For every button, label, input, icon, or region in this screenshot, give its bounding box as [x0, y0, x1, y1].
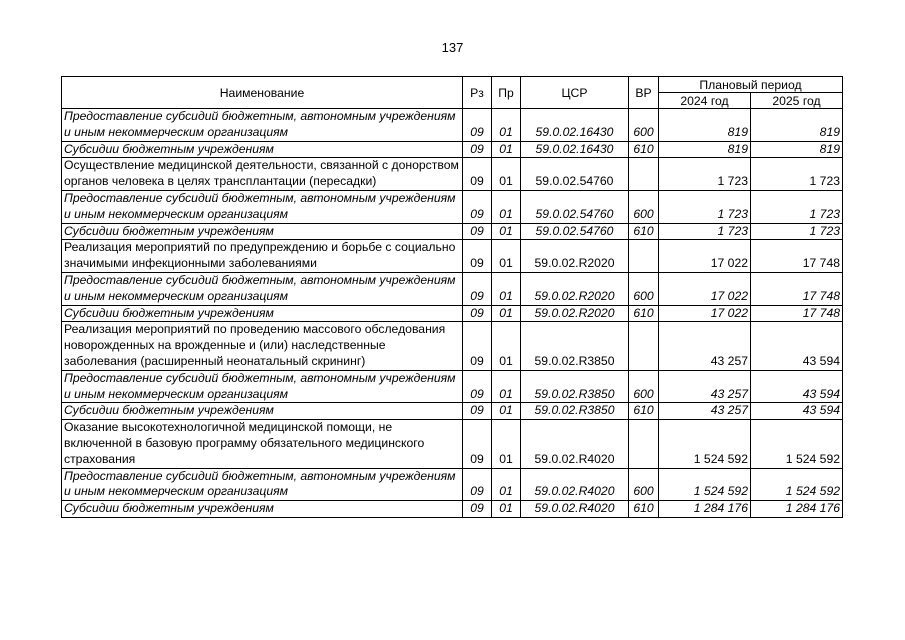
row-name-cell: Предоставление субсидий бюджетным, автономным учреждениям и иным некоммерческим организациям [62, 272, 463, 305]
row-2025-cell: 17 748 [751, 240, 843, 273]
row-vr-cell [629, 322, 659, 370]
row-csr-cell: 59.0.02.R3850 [521, 403, 629, 420]
row-2024-cell: 1 723 [659, 158, 751, 191]
header-name: Наименование [62, 77, 463, 109]
row-rz-cell: 09 [463, 501, 492, 518]
row-2025-cell: 1 723 [751, 190, 843, 223]
table-row [62, 223, 843, 240]
row-vr-cell: 610 [629, 223, 659, 240]
table-row [62, 272, 843, 305]
row-name-cell: Предоставление субсидий бюджетным, автономным учреждениям и иным некоммерческим организациям [62, 468, 463, 501]
table-row [62, 305, 843, 322]
table-row [62, 190, 843, 223]
row-csr-cell: 59.0.02.16430 [521, 109, 629, 142]
row-name-cell: Субсидии бюджетным учреждениям [62, 223, 463, 240]
row-2024-cell: 43 257 [659, 322, 751, 370]
row-rz-cell: 09 [463, 305, 492, 322]
table-row [62, 240, 843, 273]
row-2024-cell: 43 257 [659, 370, 751, 403]
row-csr-cell: 59.0.02.16430 [521, 141, 629, 158]
row-2024-cell: 1 284 176 [659, 501, 751, 518]
table-row [62, 501, 843, 518]
row-2024-cell: 1 723 [659, 190, 751, 223]
row-pr-cell: 01 [492, 109, 521, 142]
row-vr-cell: 610 [629, 501, 659, 518]
row-2025-cell: 17 748 [751, 272, 843, 305]
row-2024-cell: 17 022 [659, 240, 751, 273]
header-year-2024: 2024 год [659, 93, 751, 109]
row-csr-cell: 59.0.02.R4020 [521, 468, 629, 501]
header-rz: Рз [463, 77, 492, 109]
table-row [62, 370, 843, 403]
row-csr-cell: 59.0.02.R4020 [521, 501, 629, 518]
budget-table [61, 76, 843, 518]
row-pr-cell: 01 [492, 223, 521, 240]
row-2024-cell: 819 [659, 141, 751, 158]
table-row [62, 158, 843, 191]
row-rz-cell: 09 [463, 420, 492, 468]
row-csr-cell: 59.0.02.R3850 [521, 370, 629, 403]
row-2024-cell: 819 [659, 109, 751, 142]
row-vr-cell [629, 158, 659, 191]
row-pr-cell: 01 [492, 240, 521, 273]
row-pr-cell: 01 [492, 190, 521, 223]
row-csr-cell: 59.0.02.R2020 [521, 305, 629, 322]
row-rz-cell: 09 [463, 322, 492, 370]
row-pr-cell: 01 [492, 403, 521, 420]
table-header [62, 77, 843, 109]
row-name-cell: Субсидии бюджетным учреждениям [62, 403, 463, 420]
header-year-2025: 2025 год [751, 93, 843, 109]
row-name-cell: Реализация мероприятий по проведению массового обследования новорожденных на врожденные и (или) наследственные заболевания (расширенный неонатальный скрининг) [62, 322, 463, 370]
row-vr-cell: 600 [629, 109, 659, 142]
table-row [62, 141, 843, 158]
row-2025-cell: 43 594 [751, 403, 843, 420]
row-csr-cell: 59.0.02.54760 [521, 223, 629, 240]
row-pr-cell: 01 [492, 468, 521, 501]
row-2025-cell: 17 748 [751, 305, 843, 322]
row-2024-cell: 17 022 [659, 272, 751, 305]
row-2025-cell: 43 594 [751, 370, 843, 403]
row-pr-cell: 01 [492, 158, 521, 191]
table-row [62, 468, 843, 501]
page-number: 137 [441, 40, 464, 55]
row-name-cell: Предоставление субсидий бюджетным, автономным учреждениям и иным некоммерческим организациям [62, 109, 463, 142]
header-period: Плановый период [659, 77, 843, 93]
row-rz-cell: 09 [463, 190, 492, 223]
row-rz-cell: 09 [463, 109, 492, 142]
row-rz-cell: 09 [463, 141, 492, 158]
row-pr-cell: 01 [492, 370, 521, 403]
row-csr-cell: 59.0.02.R3850 [521, 322, 629, 370]
table-row [62, 322, 843, 370]
row-rz-cell: 09 [463, 223, 492, 240]
row-2025-cell: 1 723 [751, 223, 843, 240]
row-name-cell: Оказание высокотехнологичной медицинской помощи, не включенной в базовую программу обязательного медицинского страхования [62, 420, 463, 468]
row-2024-cell: 43 257 [659, 403, 751, 420]
table-row [62, 403, 843, 420]
row-name-cell: Осуществление медицинской деятельности, связанной с донорством органов человека в целях трансплантации (пересадки) [62, 158, 463, 191]
row-name-cell: Реализация мероприятий по предупреждению и борьбе с социально значимыми инфекционными заболеваниями [62, 240, 463, 273]
row-pr-cell: 01 [492, 420, 521, 468]
row-2025-cell: 43 594 [751, 322, 843, 370]
row-vr-cell: 600 [629, 272, 659, 305]
row-2025-cell: 1 524 592 [751, 468, 843, 501]
row-vr-cell: 610 [629, 141, 659, 158]
row-csr-cell: 59.0.02.R2020 [521, 240, 629, 273]
row-pr-cell: 01 [492, 322, 521, 370]
row-csr-cell: 59.0.02.54760 [521, 190, 629, 223]
row-vr-cell: 610 [629, 305, 659, 322]
row-csr-cell: 59.0.02.R4020 [521, 420, 629, 468]
row-csr-cell: 59.0.02.54760 [521, 158, 629, 191]
row-name-cell: Предоставление субсидий бюджетным, автономным учреждениям и иным некоммерческим организациям [62, 190, 463, 223]
header-vr: ВР [629, 77, 659, 109]
row-2025-cell: 1 284 176 [751, 501, 843, 518]
row-vr-cell: 600 [629, 468, 659, 501]
row-2024-cell: 1 723 [659, 223, 751, 240]
row-vr-cell: 610 [629, 403, 659, 420]
table-row [62, 109, 843, 142]
row-name-cell: Субсидии бюджетным учреждениям [62, 501, 463, 518]
row-rz-cell: 09 [463, 158, 492, 191]
row-pr-cell: 01 [492, 305, 521, 322]
row-pr-cell: 01 [492, 141, 521, 158]
row-name-cell: Субсидии бюджетным учреждениям [62, 141, 463, 158]
row-vr-cell [629, 240, 659, 273]
row-2025-cell: 819 [751, 141, 843, 158]
row-vr-cell: 600 [629, 190, 659, 223]
row-2025-cell: 1 524 592 [751, 420, 843, 468]
row-vr-cell [629, 420, 659, 468]
row-name-cell: Предоставление субсидий бюджетным, автономным учреждениям и иным некоммерческим организациям [62, 370, 463, 403]
header-pr: Пр [492, 77, 521, 109]
row-2024-cell: 17 022 [659, 305, 751, 322]
row-rz-cell: 09 [463, 240, 492, 273]
row-vr-cell: 600 [629, 370, 659, 403]
row-pr-cell: 01 [492, 272, 521, 305]
row-2025-cell: 1 723 [751, 158, 843, 191]
row-pr-cell: 01 [492, 501, 521, 518]
row-rz-cell: 09 [463, 370, 492, 403]
row-name-cell: Субсидии бюджетным учреждениям [62, 305, 463, 322]
row-rz-cell: 09 [463, 403, 492, 420]
row-2024-cell: 1 524 592 [659, 420, 751, 468]
row-rz-cell: 09 [463, 272, 492, 305]
table-row [62, 420, 843, 468]
row-csr-cell: 59.0.02.R2020 [521, 272, 629, 305]
header-csr: ЦСР [521, 77, 629, 109]
row-rz-cell: 09 [463, 468, 492, 501]
row-2025-cell: 819 [751, 109, 843, 142]
table-body [62, 109, 843, 518]
row-2024-cell: 1 524 592 [659, 468, 751, 501]
